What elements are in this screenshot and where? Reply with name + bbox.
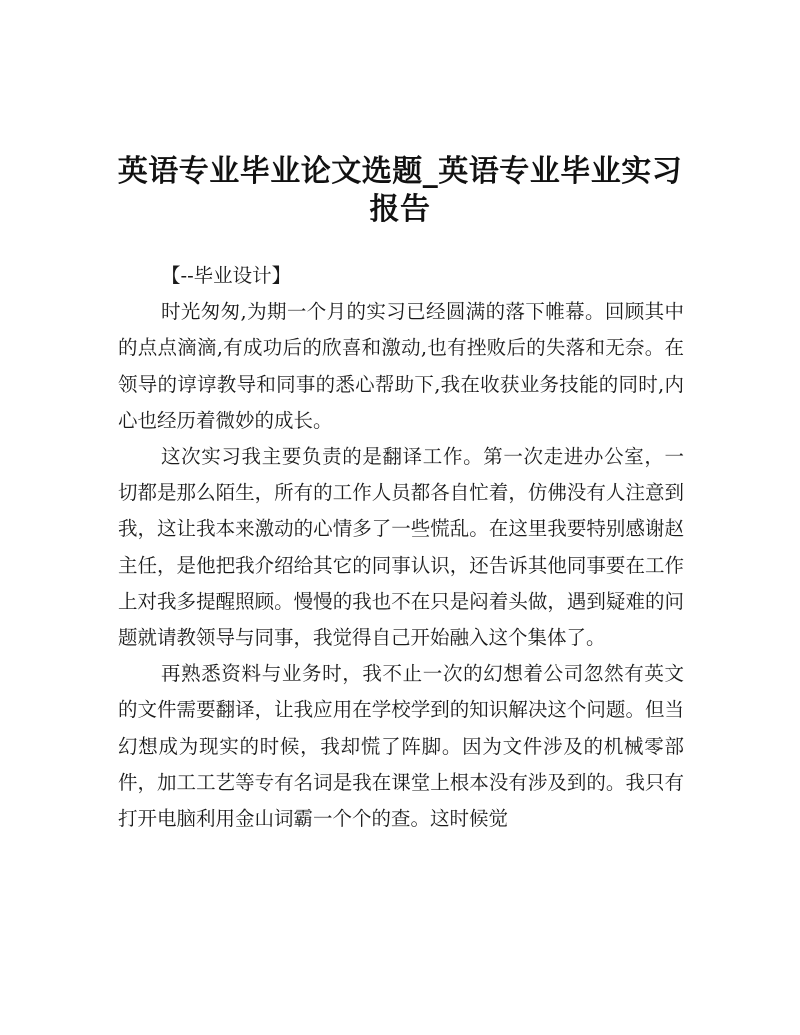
- category-tag: 【--毕业设计】: [161, 264, 292, 287]
- document-body: [118, 258, 684, 837]
- paragraph-3: 再熟悉资料与业务时，我不止一次的幻想着公司忽然有英文的文件需要翻译，让我应用在学校学到的知识解决这个问题。但当幻想成为现实的时候，我却慌了阵脚。因为文件涉及的机械零部件，加工工艺等专有名词是我在课堂上根本没有涉及到的。我只有打开电脑利用金山词霸一个个的查。这时候觉: [118, 662, 684, 831]
- document-title: 英语专业毕业论文选题_英语专业毕业实习报告: [117, 154, 683, 228]
- paragraph-1: 时光匆匆,为期一个月的实习已经圆满的落下帷幕。回顾其中的点点滴滴,有成功后的欣喜和激动,也有挫败后的失落和无奈。在领导的谆谆教导和同事的悉心帮助下,我在收获业务技能的同时,内心也经历着微妙的成长。: [118, 300, 684, 432]
- paragraph-2: 这次实习我主要负责的是翻译工作。第一次走进办公室，一切都是那么陌生，所有的工作人员都各自忙着，仿佛没有人注意到我，这让我本来激动的心情多了一些慌乱。在这里我要特别感谢赵主任，是他把我介绍给其它的同事认识，还告诉其他同事要在工作上对我多提醒照顾。慢慢的我也不在只是闷着头做，遇到疑难的问题就请教领导与同事，我觉得自己开始融入这个集体了。: [118, 445, 684, 650]
